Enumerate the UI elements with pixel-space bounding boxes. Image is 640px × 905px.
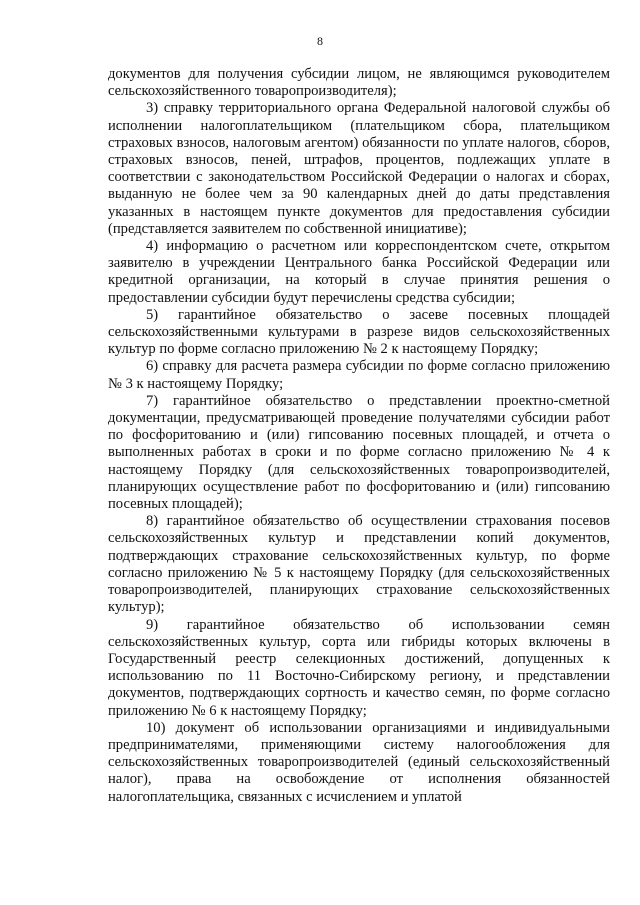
paragraph-item-9: 9) гарантийное обязательство об использовании семян сельскохозяйственных культур, сорта или гибриды которых включены в Государственный реестр селекционных достижений, допущенных к использованию по 11 Восточно-Сибирскому региону, и представлении документов, подтверждающих сортность и качество семян, по форме согласно приложению № 6 к настоящему Порядку; <box>108 616 610 719</box>
paragraph-item-4: 4) информацию о расчетном или корреспондентском счете, открытом заявителю в учреждении Центрального банка Российской Федерации или кредитной организации, на который в случае принятия решения о предоставлении субсидии будут перечислены средства субсидии; <box>108 238 610 306</box>
paragraph-item-5: 5) гарантийное обязательство о засеве посевных площадей сельскохозяйственными культурами в разрезе видов сельскохозяйственных культур по форме согласно приложению № 2 к настоящему Порядку; <box>108 306 610 358</box>
paragraph-continuation: документов для получения субсидии лицом, не являющимся руководителем сельскохозяйственного товаропроизводителя); <box>108 66 610 100</box>
page-number: 8 <box>317 34 323 48</box>
paragraph-item-7: 7) гарантийное обязательство о представлении проектно-сметной документации, предусматривающей проведение получателями субсидии работ по фосфоритованию и (или) гипсованию посевных площадей, и отчета о выполненных работах в сроки и по форме согласно приложению № 4 к настоящему Порядку (для сельскохозяйственных товаропроизводителей, планирующих осуществление работ по фосфоритованию и (или) гипсованию посевных площадей); <box>108 392 610 513</box>
paragraph-item-8: 8) гарантийное обязательство об осуществлении страхования посевов сельскохозяйственных культур и представлении копий документов, подтверждающих страхование сельскохозяйственных культур, по форме согласно приложению № 5 к настоящему Порядку (для сельскохозяйственных товаропроизводителей, планирующих страхование сельскохозяйственных культур); <box>108 513 610 616</box>
paragraph-item-6: 6) справку для расчета размера субсидии по форме согласно приложению № 3 к настоящему Порядку; <box>108 358 610 392</box>
document-body <box>108 66 610 806</box>
paragraph-item-3: 3) справку территориального органа Федеральной налоговой службы об исполнении налогоплательщиком (плательщиком сбора, плательщиком страховых взносов, налоговым агентом) обязанности по уплате налогов, сборов, страховых взносов, пеней, штрафов, процентов, подлежащих уплате в соответствии с законодательством Российской Федерации о налогах и сборах, выданную не более чем за 90 календарных дней до даты представления указанных в настоящем пункте документов для предоставления субсидии (представляется заявителем по собственной инициативе); <box>108 100 610 237</box>
paragraph-item-10: 10) документ об использовании организациями и индивидуальными предпринимателями, применяющими систему налогообложения для сельскохозяйственных товаропроизводителей (единый сельскохозяйственный налог), права на освобождение от исполнения обязанностей налогоплательщика, связанных с исчислением и уплатой <box>108 719 610 805</box>
